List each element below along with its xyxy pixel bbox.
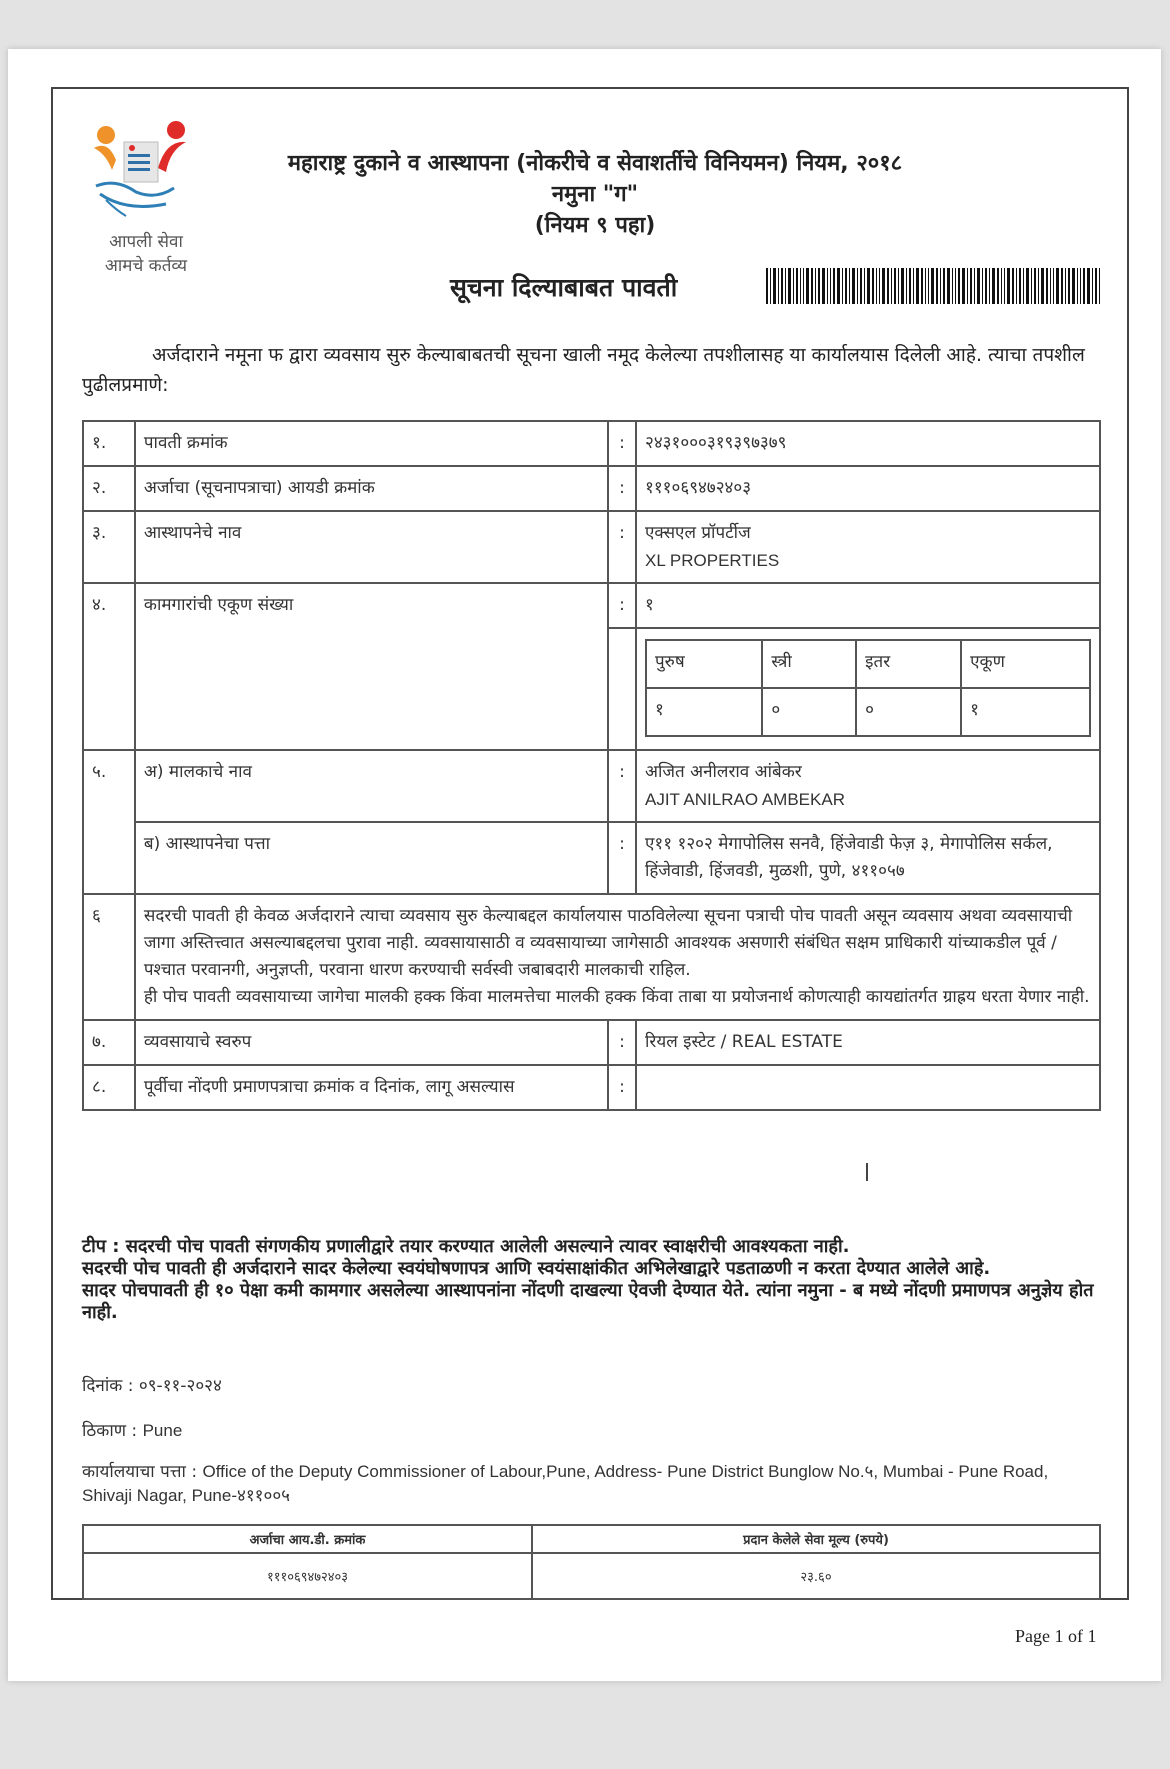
row-label: कामगारांची एकूण संख्या bbox=[135, 583, 608, 750]
office-address-value: Office of the Deputy Commissioner of Labour,Pune, Address- Pune District Bunglow No.५, Mumbai - Pune Road, Shivaji Nagar, Pune-४११००५ bbox=[82, 1462, 1049, 1505]
table-row bbox=[83, 894, 1100, 1020]
row-separator: : bbox=[608, 511, 636, 583]
table-row bbox=[83, 750, 1100, 822]
table-row bbox=[83, 466, 1100, 511]
date-value: ०९-११-२०२४ bbox=[138, 1376, 222, 1396]
page-number: Page 1 of 1 bbox=[1015, 1626, 1097, 1646]
rule-reference: (नियम ९ पहा) bbox=[534, 213, 656, 238]
receipt-number-value: २४३१०००३१९३९७३७९ bbox=[636, 421, 1100, 466]
male-count: १ bbox=[646, 688, 762, 736]
place-value: Pune bbox=[142, 1421, 183, 1440]
owner-name-marathi: अजित अनीलराव आंबेकर bbox=[645, 762, 802, 782]
receipt-details-table bbox=[82, 420, 1101, 1111]
date-line bbox=[82, 1373, 222, 1396]
fee-value-row bbox=[83, 1553, 1100, 1599]
fee-header-service-charge: प्रदान केलेले सेवा मूल्य (रुपये) bbox=[532, 1525, 1100, 1553]
row-number: १. bbox=[83, 421, 135, 466]
business-type-value: रियल इस्टेट / REAL ESTATE bbox=[636, 1020, 1100, 1065]
previous-registration-value bbox=[636, 1065, 1100, 1110]
form-name: नमुना "ग" bbox=[551, 182, 639, 207]
table-row bbox=[83, 1020, 1100, 1065]
workers-header-row bbox=[646, 640, 1090, 688]
office-address-label: कार्यालयाचा पत्ता : bbox=[82, 1462, 198, 1482]
establishment-name-value bbox=[636, 511, 1100, 583]
receipt-subtitle: सूचना दिल्याबाबत पावती bbox=[450, 273, 678, 302]
tip-line-1: टीप : सदरची पोच पावती संगणकीय प्रणालीद्वारे तयार करण्यात आलेली असल्याने त्यावर स्वाक्षरीची आवश्यकता नाही. bbox=[82, 1236, 850, 1257]
logo-tagline bbox=[86, 230, 206, 278]
intro-paragraph bbox=[82, 340, 1102, 400]
document-header bbox=[205, 148, 985, 241]
row-number: ४. bbox=[83, 583, 135, 750]
female-count: ० bbox=[762, 688, 856, 736]
fee-service-charge: २३.६० bbox=[532, 1553, 1100, 1599]
total-count: १ bbox=[961, 688, 1090, 736]
row-number: ७. bbox=[83, 1020, 135, 1065]
table-row bbox=[83, 511, 1100, 583]
other-count: ० bbox=[856, 688, 961, 736]
tip-note bbox=[82, 1236, 1112, 1324]
header-male: पुरुष bbox=[646, 640, 762, 688]
row-separator: : bbox=[608, 822, 636, 894]
fee-header-application-id: अर्जाचा आय.डी. क्रमांक bbox=[83, 1525, 532, 1553]
logo-tagline-line1: आपली सेवा bbox=[109, 232, 183, 252]
row-number: ५. bbox=[83, 750, 135, 894]
row-label: अ) मालकाचे नाव bbox=[135, 750, 608, 822]
header-other: इतर bbox=[856, 640, 961, 688]
table-row bbox=[83, 583, 1100, 628]
application-id-value: १११०६९४७२४०३ bbox=[636, 466, 1100, 511]
table-row bbox=[83, 421, 1100, 466]
table-row bbox=[83, 1065, 1100, 1110]
workers-value-row bbox=[646, 688, 1090, 736]
owner-name-english: AJIT ANILRAO AMBEKAR bbox=[645, 790, 845, 809]
office-address-line bbox=[82, 1460, 1082, 1508]
total-workers-value: १ bbox=[636, 583, 1100, 628]
row-label: व्यवसायाचे स्वरुप bbox=[135, 1020, 608, 1065]
workers-breakdown-table bbox=[645, 639, 1091, 737]
establishment-address-value: ए११ १२०२ मेगापोलिस सनवै, हिंजेवाडी फेज़ ३, मेगापोलिस सर्कल, हिंजेवाडी, हिंजवडी, मुळशी, पुणे, ४११०५७ bbox=[636, 822, 1100, 894]
logo-tagline-line2: आमचे कर्तव्य bbox=[104, 256, 188, 276]
row-number: २. bbox=[83, 466, 135, 511]
establishment-name-marathi: एक्सएल प्रॉपर्टीज bbox=[645, 523, 751, 543]
row-separator: : bbox=[608, 750, 636, 822]
disclaimer-text-1: सदरची पावती ही केवळ अर्जदाराने त्याचा व्यवसाय सुरु केल्याबद्दल कार्यालयास पाठविलेल्या सूचना पत्राची पोच पावती असून व्यवसाय अथवा व्यवसायाची जागा अस्तित्त्वात असल्याबद्दलचा पुरावा नाही. व्यवसायासाठी व व्यवसायाच्या जागेसाठी आवश्यक असणारी संबंधित सक्षम प्राधिकारी यांच्याकडील पूर्व / पश्चात परवानगी, अनुज्ञप्ती, परवाना धारण करण्याची सर्वस्वी जबाबदारी मालकाची राहिल. bbox=[143, 906, 1073, 980]
disclaimer-text-2: ही पोच पावती व्यवसायाच्या जागेचा मालकी हक्क किंवा मालमत्तेचा मालकी हक्क किंवा ताबा या प्रयोजनार्थ कोणत्याही कायद्यांतर्गत ग्राह्रय धरता येणार नाही. bbox=[143, 987, 1090, 1007]
disclaimer-note bbox=[135, 894, 1100, 1020]
place-label: ठिकाण : bbox=[82, 1421, 138, 1441]
row-separator: : bbox=[608, 1065, 636, 1110]
row-separator-blank bbox=[608, 628, 636, 750]
row-separator: : bbox=[608, 421, 636, 466]
row-separator: : bbox=[608, 1020, 636, 1065]
fee-table bbox=[82, 1524, 1101, 1600]
text-cursor bbox=[866, 1163, 868, 1181]
intro-text: अर्जदाराने नमूना फ द्वारा व्यवसाय सुरु केल्याबाबतची सूचना खाली नमूद केलेल्या तपशीलासह या कार्यालयास दिलेली आहे. त्याचा तपशील पुढीलप्रमाणे: bbox=[82, 344, 1085, 396]
fee-header-row bbox=[83, 1525, 1100, 1553]
place-line bbox=[82, 1418, 182, 1441]
tip-line-3: सादर पोचपावती ही १० पेक्षा कमी कामगार असलेल्या आस्थापनांना नोंदणी दाखल्या ऐवजी देण्यात येते. त्यांना नमुना - ब मध्ये नोंदणी प्रमाणपत्र अनुज्ञेय होत नाही. bbox=[82, 1280, 1094, 1323]
row-number: ८. bbox=[83, 1065, 135, 1110]
barcode-icon bbox=[766, 268, 1100, 304]
header-female: स्त्री bbox=[762, 640, 856, 688]
row-number: ३. bbox=[83, 511, 135, 583]
row-label: ब) आस्थापनेचा पत्ता bbox=[135, 822, 608, 894]
table-row bbox=[83, 822, 1100, 894]
row-number: ६ bbox=[83, 894, 135, 1020]
row-label: अर्जाचा (सूचनापत्राचा) आयडी क्रमांक bbox=[135, 466, 608, 511]
row-separator: : bbox=[608, 583, 636, 628]
document-title: महाराष्ट्र दुकाने व आस्थापना (नोकरीचे व सेवाशर्तीचे विनियमन) नियम, २०१८ bbox=[287, 151, 903, 176]
owner-name-value bbox=[636, 750, 1100, 822]
row-label: आस्थापनेचे नाव bbox=[135, 511, 608, 583]
row-separator: : bbox=[608, 466, 636, 511]
fee-application-id: १११०६९४७२४०३ bbox=[83, 1553, 532, 1599]
row-label: पूर्वीचा नोंदणी प्रमाणपत्राचा क्रमांक व दिनांक, लागू असल्यास bbox=[135, 1065, 608, 1110]
date-label: दिनांक : bbox=[82, 1376, 134, 1396]
header-total: एकूण bbox=[961, 640, 1090, 688]
row-label: पावती क्रमांक bbox=[135, 421, 608, 466]
tip-line-2: सदरची पोच पावती ही अर्जदाराने सादर केलेल्या स्वयंघोषणापत्र आणि स्वयंसाक्षांकीत अभिलेखाद्वारे पडताळणी न करता देण्यात आलेले आहे. bbox=[82, 1258, 991, 1279]
workers-breakdown-cell bbox=[636, 628, 1100, 750]
establishment-name-english: XL PROPERTIES bbox=[645, 551, 780, 570]
